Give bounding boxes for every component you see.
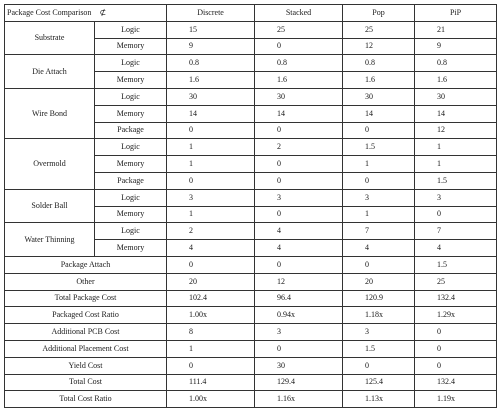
column-header-discrete: Discrete — [167, 5, 255, 22]
row-label: Yield Cost — [5, 357, 167, 374]
value-cell: 1.5 — [415, 256, 497, 273]
value-cell: 4 — [343, 240, 415, 257]
sub-label: Logic — [95, 21, 167, 38]
sub-label: Package — [95, 122, 167, 139]
value-cell: 0 — [255, 172, 343, 189]
value-cell: 21 — [415, 21, 497, 38]
value-cell: 1.6 — [167, 72, 255, 89]
group-label: Water Thinning — [5, 223, 95, 257]
value-cell: 15 — [167, 21, 255, 38]
group-label: Die Attach — [5, 55, 95, 89]
sub-label: Memory — [95, 240, 167, 257]
value-cell: 25 — [255, 21, 343, 38]
row-label: Packaged Cost Ratio — [5, 307, 167, 324]
sub-label: Memory — [95, 105, 167, 122]
corner-header-label: Package Cost Comparison — [7, 7, 92, 17]
value-cell: 1 — [415, 139, 497, 156]
value-cell: 1.6 — [415, 72, 497, 89]
value-cell: 1 — [167, 139, 255, 156]
value-cell: 0 — [415, 206, 497, 223]
value-cell: 30 — [167, 88, 255, 105]
row-label: Package Attach — [5, 256, 167, 273]
group-label: Overmold — [5, 139, 95, 189]
corner-header — [5, 5, 167, 22]
header-row — [5, 5, 497, 22]
value-cell: 14 — [167, 105, 255, 122]
value-cell: 30 — [343, 88, 415, 105]
value-cell: 1.29x — [415, 307, 497, 324]
table-row — [5, 273, 497, 290]
value-cell: 0 — [255, 256, 343, 273]
value-cell: 4 — [415, 240, 497, 257]
table-row — [5, 357, 497, 374]
value-cell: 125.4 — [343, 374, 415, 391]
value-cell: 20 — [343, 273, 415, 290]
value-cell: 96.4 — [255, 290, 343, 307]
value-cell: 0 — [415, 324, 497, 341]
value-cell: 7 — [415, 223, 497, 240]
value-cell: 30 — [415, 88, 497, 105]
value-cell: 4 — [255, 240, 343, 257]
sub-label: Package — [95, 172, 167, 189]
table-row — [5, 374, 497, 391]
value-cell: 132.4 — [415, 374, 497, 391]
value-cell: 12 — [415, 122, 497, 139]
value-cell: 1 — [167, 340, 255, 357]
value-cell: 7 — [343, 223, 415, 240]
value-cell: 2 — [255, 139, 343, 156]
value-cell: 12 — [255, 273, 343, 290]
sub-label: Logic — [95, 55, 167, 72]
value-cell: 3 — [343, 189, 415, 206]
value-cell: 0.8 — [415, 55, 497, 72]
cost-comparison-table-container — [4, 4, 496, 404]
value-cell: 0 — [255, 38, 343, 55]
value-cell: 30 — [255, 357, 343, 374]
table-row — [5, 88, 497, 105]
value-cell: 9 — [415, 38, 497, 55]
value-cell: 111.4 — [167, 374, 255, 391]
value-cell: 30 — [255, 88, 343, 105]
value-cell: 0.8 — [255, 55, 343, 72]
value-cell: 3 — [415, 189, 497, 206]
value-cell: 4 — [167, 240, 255, 257]
row-label: Other — [5, 273, 167, 290]
value-cell: 1.13x — [343, 391, 415, 408]
table-row — [5, 256, 497, 273]
sub-label: Memory — [95, 156, 167, 173]
table-row — [5, 290, 497, 307]
table-row — [5, 223, 497, 240]
value-cell: 3 — [255, 324, 343, 341]
value-cell: 3 — [255, 189, 343, 206]
value-cell: 9 — [167, 38, 255, 55]
value-cell: 1 — [167, 206, 255, 223]
group-label: Wire Bond — [5, 88, 95, 138]
row-label: Total Package Cost — [5, 290, 167, 307]
row-label: Total Cost — [5, 374, 167, 391]
value-cell: 0 — [343, 172, 415, 189]
value-cell: 120.9 — [343, 290, 415, 307]
value-cell: 0.94x — [255, 307, 343, 324]
value-cell: 25 — [415, 273, 497, 290]
value-cell: 4 — [255, 223, 343, 240]
corner-mark: ⊄ — [99, 7, 107, 17]
value-cell: 0 — [343, 122, 415, 139]
value-cell: 0 — [343, 256, 415, 273]
value-cell: 2 — [167, 223, 255, 240]
value-cell: 0 — [167, 357, 255, 374]
table-row — [5, 189, 497, 206]
value-cell: 0 — [167, 256, 255, 273]
value-cell: 8 — [167, 324, 255, 341]
group-label: Substrate — [5, 21, 95, 55]
value-cell: 0 — [167, 122, 255, 139]
value-cell: 14 — [415, 105, 497, 122]
value-cell: 1.6 — [255, 72, 343, 89]
row-label: Additional PCB Cost — [5, 324, 167, 341]
column-header-stacked: Stacked — [255, 5, 343, 22]
sub-label: Memory — [95, 38, 167, 55]
table-row — [5, 340, 497, 357]
value-cell: 0 — [415, 340, 497, 357]
table-row — [5, 21, 497, 38]
group-label: Solder Ball — [5, 189, 95, 223]
value-cell: 1.19x — [415, 391, 497, 408]
value-cell: 0.8 — [167, 55, 255, 72]
value-cell: 0.8 — [343, 55, 415, 72]
value-cell: 20 — [167, 273, 255, 290]
value-cell: 1.00x — [167, 391, 255, 408]
table-row — [5, 55, 497, 72]
value-cell: 0 — [255, 340, 343, 357]
sub-label: Logic — [95, 189, 167, 206]
value-cell: 14 — [343, 105, 415, 122]
sub-label: Memory — [95, 72, 167, 89]
value-cell: 3 — [343, 324, 415, 341]
table-row — [5, 391, 497, 408]
value-cell: 0 — [255, 122, 343, 139]
value-cell: 0 — [255, 206, 343, 223]
value-cell: 1 — [415, 156, 497, 173]
value-cell: 0 — [415, 357, 497, 374]
table-row — [5, 307, 497, 324]
value-cell: 132.4 — [415, 290, 497, 307]
table-body — [5, 21, 497, 407]
value-cell: 12 — [343, 38, 415, 55]
table-row — [5, 324, 497, 341]
value-cell: 1.00x — [167, 307, 255, 324]
value-cell: 1.5 — [415, 172, 497, 189]
value-cell: 1 — [167, 156, 255, 173]
table-row — [5, 139, 497, 156]
value-cell: 1.5 — [343, 139, 415, 156]
value-cell: 1.16x — [255, 391, 343, 408]
value-cell: 0 — [255, 156, 343, 173]
package-cost-comparison-table — [4, 4, 497, 408]
row-label: Additional Placement Cost — [5, 340, 167, 357]
value-cell: 0 — [167, 172, 255, 189]
value-cell: 1.18x — [343, 307, 415, 324]
sub-label: Memory — [95, 206, 167, 223]
value-cell: 1 — [343, 206, 415, 223]
sub-label: Logic — [95, 88, 167, 105]
value-cell: 1 — [343, 156, 415, 173]
value-cell: 14 — [255, 105, 343, 122]
value-cell: 1.5 — [343, 340, 415, 357]
sub-label: Logic — [95, 223, 167, 240]
row-label: Total Cost Ratio — [5, 391, 167, 408]
value-cell: 129.4 — [255, 374, 343, 391]
sub-label: Logic — [95, 139, 167, 156]
column-header-pop: Pop — [343, 5, 415, 22]
column-header-pip: PiP — [415, 5, 497, 22]
value-cell: 25 — [343, 21, 415, 38]
value-cell: 102.4 — [167, 290, 255, 307]
value-cell: 0 — [343, 357, 415, 374]
value-cell: 3 — [167, 189, 255, 206]
value-cell: 1.6 — [343, 72, 415, 89]
